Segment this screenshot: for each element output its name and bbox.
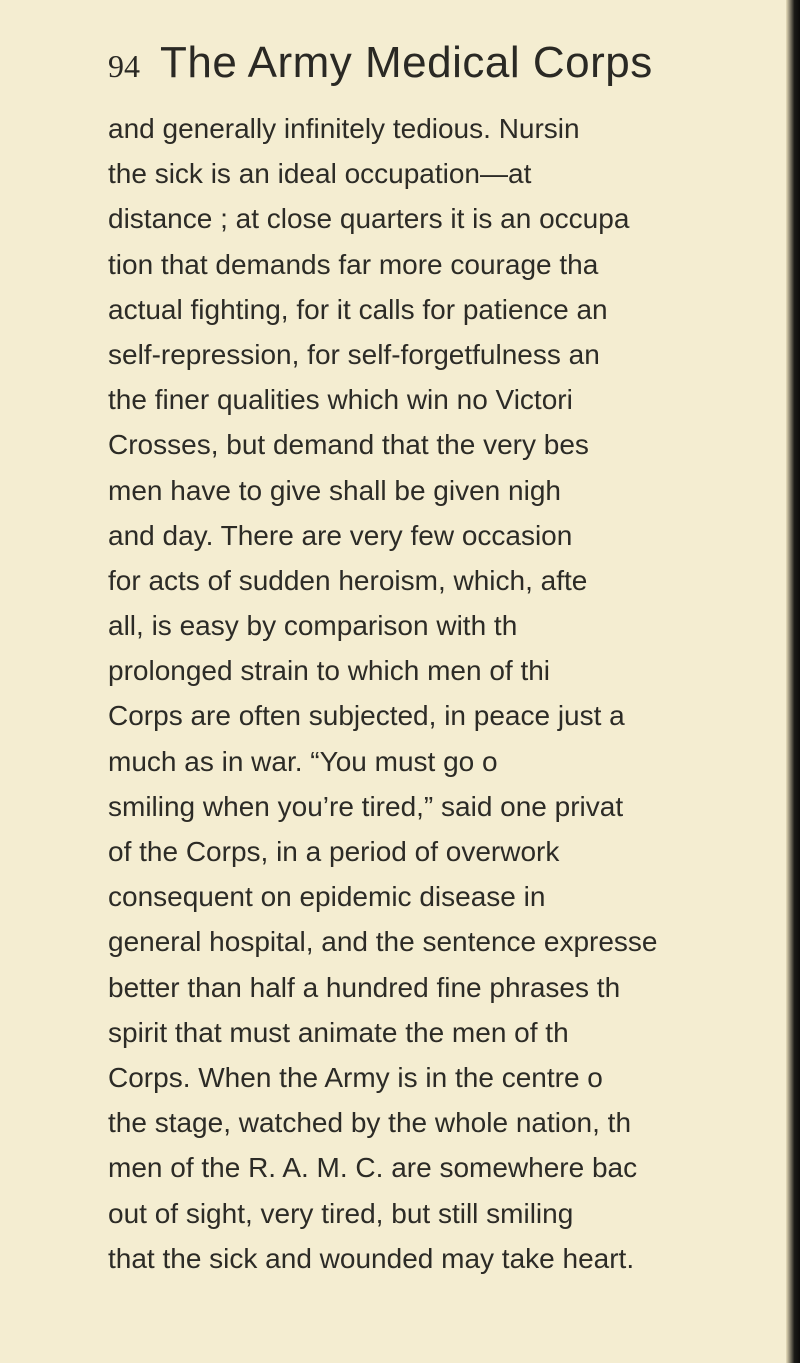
text-line: general hospital, and the sentence expresse	[108, 926, 658, 958]
text-line: that the sick and wounded may take heart.	[108, 1242, 635, 1274]
text-line: men have to give shall be given nigh	[108, 474, 561, 506]
text-line: tion that demands far more courage tha	[108, 248, 599, 280]
running-head: The Army Medical Corps	[160, 38, 653, 87]
text-line: of the Corps, in a period of overwork	[108, 836, 560, 867]
text-line: actual fighting, for it calls for patience an	[108, 293, 608, 325]
text-line: spirit that must animate the men of th	[108, 1016, 569, 1048]
text-line: and generally infinitely tedious. Nursin	[108, 113, 580, 144]
text-line: prolonged strain to which men of thi	[108, 655, 551, 687]
text-line: the sick is an ideal occupation—at	[108, 158, 532, 190]
text-line: Corps. When the Army is in the centre o	[108, 1061, 603, 1093]
page-edge-shadow	[786, 0, 800, 1363]
text-line: Crosses, but demand that the very bes	[108, 429, 589, 461]
text-line: much as in war. “You must go o	[108, 745, 498, 777]
body-text	[108, 106, 798, 1281]
page-header	[108, 38, 760, 98]
text-line: distance ; at close quarters it is an occupa	[108, 203, 630, 235]
text-line: smiling when you’re tired,” said one privat	[108, 790, 624, 822]
text-line: men of the R. A. M. C. are somewhere bac	[108, 1152, 638, 1184]
text-line: and day. There are very few occasion	[108, 519, 573, 551]
page-number: 94	[108, 48, 140, 84]
text-line: the stage, watched by the whole nation, th	[108, 1107, 632, 1139]
text-line: the finer qualities which win no Victori	[108, 384, 573, 416]
text-line: for acts of sudden heroism, which, afte	[108, 564, 588, 596]
text-line: out of sight, very tired, but still smiling	[108, 1197, 574, 1229]
text-line: self-repression, for self-forgetfulness an	[108, 338, 600, 370]
text-line: consequent on epidemic disease in	[108, 881, 546, 913]
text-line: Corps are often subjected, in peace just a	[108, 700, 625, 732]
text-line: better than half a hundred fine phrases th	[108, 971, 621, 1003]
text-line: all, is easy by comparison with th	[108, 610, 518, 642]
